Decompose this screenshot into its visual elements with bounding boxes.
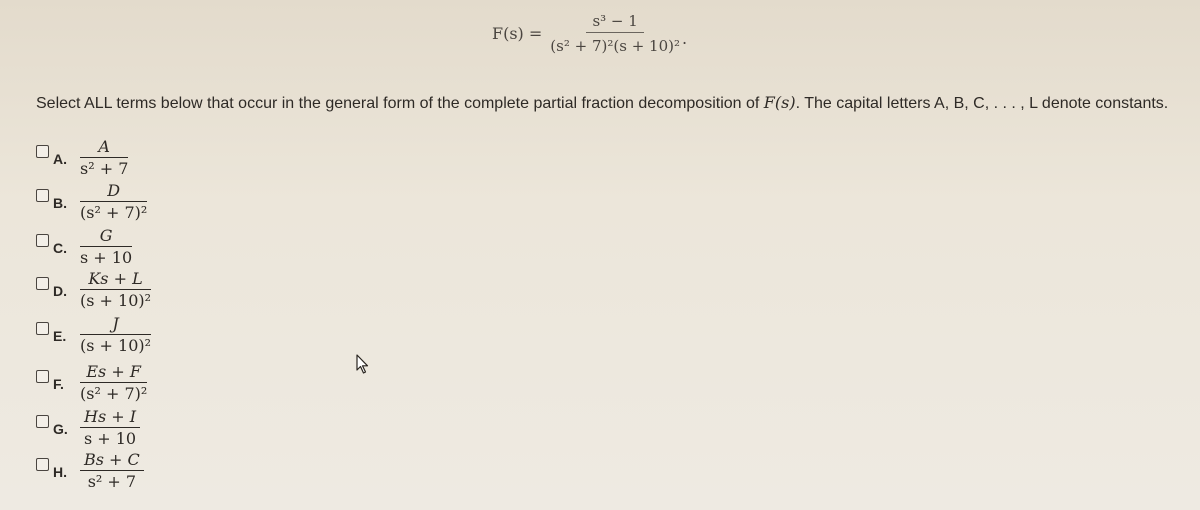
checkbox-unchecked-icon[interactable] — [36, 322, 49, 335]
checkbox-unchecked-icon[interactable] — [36, 277, 49, 290]
function-trailing: . — [681, 28, 688, 48]
fraction-denominator: s + 10 — [80, 248, 133, 267]
fraction-denominator: s² + 7 — [87, 472, 137, 491]
option-fraction — [80, 181, 147, 222]
fraction-numerator: J — [112, 314, 119, 333]
option-letter: E. — [53, 328, 67, 344]
checkbox-unchecked-icon[interactable] — [36, 145, 49, 158]
checkbox-unchecked-icon[interactable] — [36, 458, 49, 471]
fraction-denominator: s + 10 — [83, 429, 137, 448]
fraction-numerator: D — [107, 181, 121, 200]
checkbox-unchecked-icon[interactable] — [36, 189, 49, 202]
fraction-denominator: (s² + 7)² — [80, 384, 148, 403]
function-denominator: (s² + 7)²(s + 10)² — [550, 36, 680, 55]
function-fraction — [550, 12, 680, 55]
fraction-numerator: G — [99, 226, 113, 245]
option-b[interactable] — [36, 181, 236, 229]
fraction-denominator: s² + 7 — [80, 159, 129, 178]
function-numerator: s³ − 1 — [586, 12, 643, 33]
instruction-text-after: . The capital letters A, B, C, . . . , L denote constants. — [795, 95, 1169, 112]
option-letter: A. — [53, 151, 67, 167]
option-e[interactable] — [36, 314, 236, 362]
option-letter: D. — [53, 283, 67, 299]
option-letter: G. — [53, 421, 68, 437]
instruction-text-before: Select ALL terms below that occur in the general form of the complete partial fraction decomposition of — [36, 95, 764, 112]
option-letter: F. — [53, 376, 64, 392]
option-h[interactable] — [36, 450, 236, 498]
checkbox-unchecked-icon[interactable] — [36, 234, 49, 247]
fraction-denominator: (s + 10)² — [80, 336, 152, 355]
checkbox-unchecked-icon[interactable] — [36, 415, 49, 428]
fraction-numerator: A — [98, 137, 110, 156]
checkbox-unchecked-icon[interactable] — [36, 370, 49, 383]
fraction-numerator: Hs + I — [84, 407, 137, 426]
option-letter: B. — [53, 195, 67, 211]
option-fraction — [80, 362, 147, 403]
option-fraction — [80, 269, 151, 310]
option-f[interactable] — [36, 362, 236, 410]
fraction-numerator: Es + F — [86, 362, 141, 381]
option-letter: C. — [53, 240, 67, 256]
function-definition — [492, 8, 687, 58]
option-fraction — [80, 137, 128, 178]
option-d[interactable] — [36, 269, 236, 317]
option-fraction — [80, 450, 144, 491]
option-c[interactable] — [36, 226, 236, 274]
option-fraction — [80, 226, 132, 267]
option-fraction — [80, 407, 140, 448]
instruction-function-ref: F(s) — [763, 93, 796, 112]
fraction-numerator: Bs + C — [84, 450, 140, 469]
question-instruction — [36, 93, 1176, 113]
fraction-denominator: (s² + 7)² — [80, 203, 148, 222]
mouse-pointer-icon — [356, 354, 370, 379]
option-g[interactable] — [36, 407, 236, 455]
fraction-denominator: (s + 10)² — [80, 291, 152, 310]
function-lhs: F(s) = — [492, 23, 543, 43]
option-letter: H. — [53, 464, 67, 480]
fraction-numerator: Ks + L — [88, 269, 143, 288]
option-a[interactable] — [36, 137, 236, 185]
option-fraction — [80, 314, 151, 355]
